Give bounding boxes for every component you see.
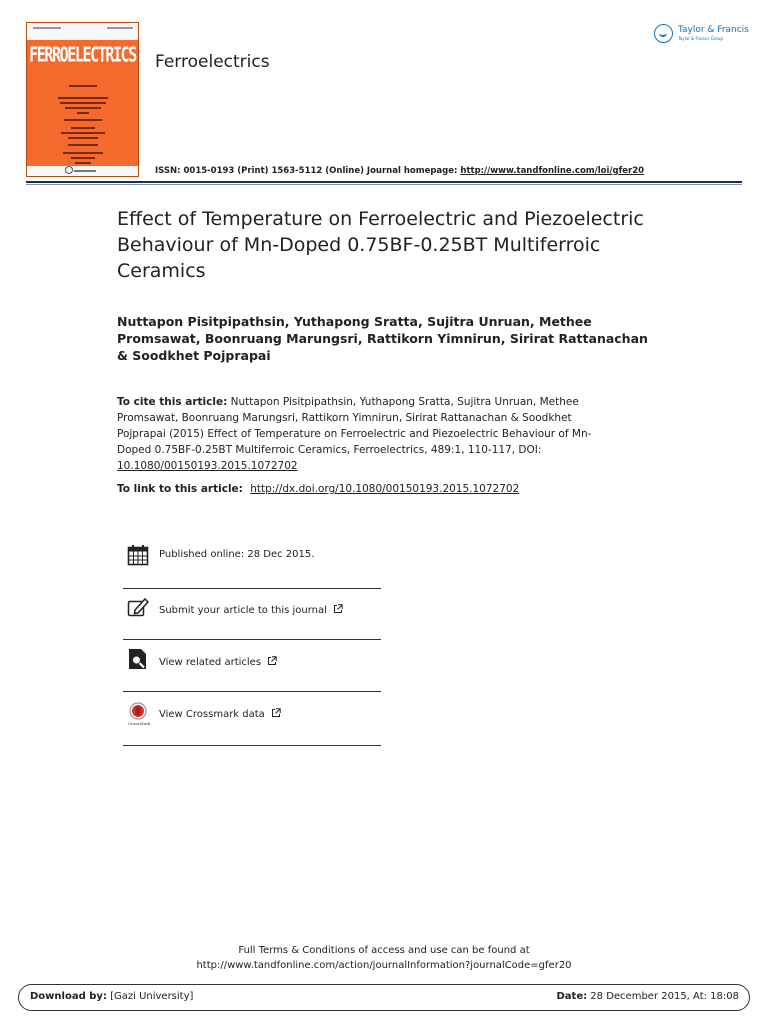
- citation-label: To cite this article:: [117, 396, 228, 408]
- crossmark-caption: CrossMark: [128, 721, 151, 726]
- download-date-label: Date:: [556, 991, 588, 1002]
- download-by-value: [Gazi University]: [110, 991, 194, 1002]
- document-search-icon: [127, 648, 149, 670]
- info-divider: [123, 639, 381, 640]
- citation-text: Nuttapon Pisitpipathsin, Yuthapong Sratta, Sujitra Unruan, Methee Promsawat, Boonruang Marungsri, Rattikorn Yimnirun, Sirirat Rattanachan & Soodkhet Pojprapai (2015) Effect of Temperature on Ferroelectric and Piezoelectric Behaviour of Mn-Doped 0.75BF-0.25BT Multiferroic Ceramics, Ferroelectrics, 489:1, 110-117, DOI:: [117, 396, 592, 456]
- publisher-name: Taylor & Francis: [678, 25, 749, 35]
- submit-article-label: Submit your article to this journal: [159, 605, 327, 616]
- terms-line-1: Full Terms & Conditions of access and use can be found at: [238, 945, 530, 956]
- article-doi-link[interactable]: http://dx.doi.org/10.1080/00150193.2015.1072702: [250, 483, 520, 495]
- issn-text: ISSN: 0015-0193 (Print) 1563-5112 (Online) Journal homepage:: [155, 166, 458, 176]
- info-divider: [123, 745, 381, 746]
- download-date-value: 28 December 2015, At: 18:08: [590, 991, 739, 1002]
- article-link-label: To link to this article:: [117, 483, 243, 495]
- calendar-icon: [127, 544, 149, 566]
- info-divider: [123, 588, 381, 589]
- citation-doi-link[interactable]: 10.1080/00150193.2015.1072702: [117, 460, 298, 472]
- cover-masthead: FERROELECTRICS: [29, 42, 136, 68]
- journal-homepage-link[interactable]: http://www.tandfonline.com/loi/gfer20: [460, 166, 645, 176]
- article-title: Effect of Temperature on Ferroelectric and Piezoelectric Behaviour of Mn-Doped 0.75BF-0.25BT Multiferroic Ceramics: [117, 208, 644, 282]
- publisher-logo-icon: [654, 24, 673, 43]
- crossmark-link[interactable]: [159, 708, 281, 720]
- terms-note: [0, 943, 768, 973]
- info-divider: [123, 691, 381, 692]
- terms-line-2[interactable]: http://www.tandfonline.com/action/journalInformation?journalCode=gfer20: [196, 960, 572, 971]
- download-by: [30, 991, 193, 1002]
- external-link-icon: [267, 656, 277, 666]
- header-rule: [26, 181, 742, 183]
- crossmark-item[interactable]: [123, 696, 381, 738]
- crossmark-label: View Crossmark data: [159, 709, 265, 720]
- related-articles-link[interactable]: [159, 656, 277, 668]
- external-link-icon: [271, 708, 281, 718]
- edit-icon: [127, 596, 149, 618]
- download-by-label: Download by:: [30, 991, 107, 1002]
- citation-block: [117, 394, 617, 474]
- submit-article-item[interactable]: [123, 592, 381, 634]
- journal-name: Ferroelectrics: [155, 52, 270, 72]
- download-info-bar: [18, 984, 750, 1011]
- published-online-text: Published online: 28 Dec 2015.: [159, 549, 315, 560]
- related-articles-label: View related articles: [159, 657, 262, 668]
- header-rule-thin: [26, 184, 742, 185]
- article-link-block: [117, 481, 677, 497]
- published-online-item: [123, 538, 381, 580]
- cover-bottom-strip: [27, 166, 138, 176]
- issn-line: [155, 166, 644, 176]
- publisher-subname: Taylor & Francis Group: [678, 36, 723, 41]
- external-link-icon: [333, 604, 343, 614]
- related-articles-item[interactable]: [123, 644, 381, 686]
- download-date: [556, 991, 739, 1002]
- submit-article-link[interactable]: [159, 604, 343, 616]
- journal-cover: [26, 22, 139, 177]
- article-authors: Nuttapon Pisitpipathsin, Yuthapong Sratta, Sujitra Unruan, Methee Promsawat, Boonruang Marungsri, Rattikorn Yimnirun, Sirirat Rattanachan & Soodkhet Pojprapai: [117, 314, 648, 363]
